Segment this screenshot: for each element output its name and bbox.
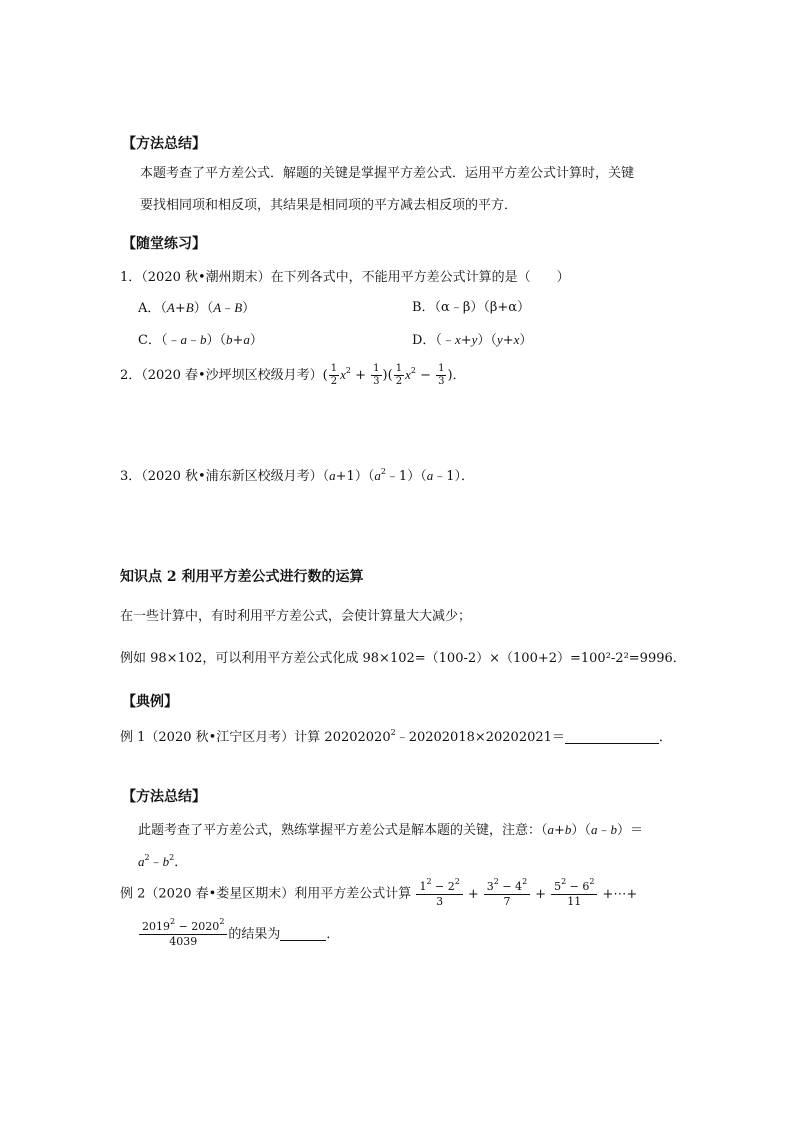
- example-2-expression: $\frac{1^2 - 2^2}{3}$ + $\frac{3^2 - 4^2}{7}$ + $\frac{5^2 - 6^2}{11}$ +⋯+: [411, 887, 641, 902]
- example-heading: 【典例】: [122, 694, 178, 710]
- method-summary-1-line-1: 本题考查了平方差公式．解题的关键是掌握平方差公式．运用平方差公式计算时，关键: [140, 166, 635, 181]
- question-1-option-b: B．（α﹣β）（β+α）: [412, 300, 531, 315]
- knowledge-point-2-example: 例如 98×102，可以利用平方差公式化成 98×102=（100-2）×（100+2）=100²-2²=9996．: [120, 651, 686, 666]
- knowledge-point-2-heading: 知识点 2 利用平方差公式进行数的运算: [120, 569, 364, 585]
- method-summary-2-line-1: 此题考查了平方差公式，熟练掌握平方差公式是解本题的关键，注意：（a+b）（a﹣b）＝: [138, 822, 643, 838]
- example-2-line-2: [138, 917, 340, 949]
- question-1-stem: 1．（2020 秋•潮州期末）在下列各式中，不能用平方差公式计算的是（ ）: [120, 270, 570, 285]
- method-summary-1-line-2: 要找相同项和相反项，其结果是相同项的平方减去相反项的平方．: [140, 198, 518, 213]
- knowledge-point-2-intro: 在一些计算中，有时利用平方差公式，会使计算量大大减少；: [120, 609, 472, 624]
- method-summary-heading-1: 【方法总结】: [122, 136, 206, 152]
- example-2-line-1: [120, 877, 641, 909]
- example-2-suffix: 的结果为 ．: [228, 926, 340, 942]
- question-2-expression: ( $\frac{1}{2}$ $x^2$ + $\frac{1}{3}$ )( $\frac{1}{2}$ $x^2$ − $\frac{1}{3}$ )．: [322, 363, 466, 387]
- question-2-prefix: 2．（2020 春•沙坪坝区校级月考）: [120, 368, 323, 383]
- example-1: 例 1（2020 秋•江宁区月考）计算 $20202020^2﹣20202018\times 20202021=$ ．: [120, 728, 672, 745]
- practice-heading: 【随堂练习】: [122, 236, 206, 252]
- question-1-option-a: A．（A+B）（A﹣B）: [138, 300, 256, 316]
- question-1-option-c: C．（﹣a﹣b）（b+a）: [138, 332, 263, 348]
- question-2: [120, 363, 466, 388]
- method-summary-2-line-2: $a^2﹣b^2$．: [138, 853, 188, 870]
- question-1-option-d: D．（﹣x+y）（y+x）: [412, 332, 533, 348]
- question-3: 3．（2020 秋•浦东新区校级月考）$(a+1)(a^2﹣1)(a﹣1)$．: [120, 467, 474, 484]
- example-2-prefix: 例 2（2020 春•娄星区期末）利用平方差公式计算: [120, 886, 412, 902]
- example-2-last-term: $\frac{2019^2 - 2020^2}{4039}$: [139, 920, 227, 949]
- method-summary-heading-2: 【方法总结】: [122, 789, 206, 805]
